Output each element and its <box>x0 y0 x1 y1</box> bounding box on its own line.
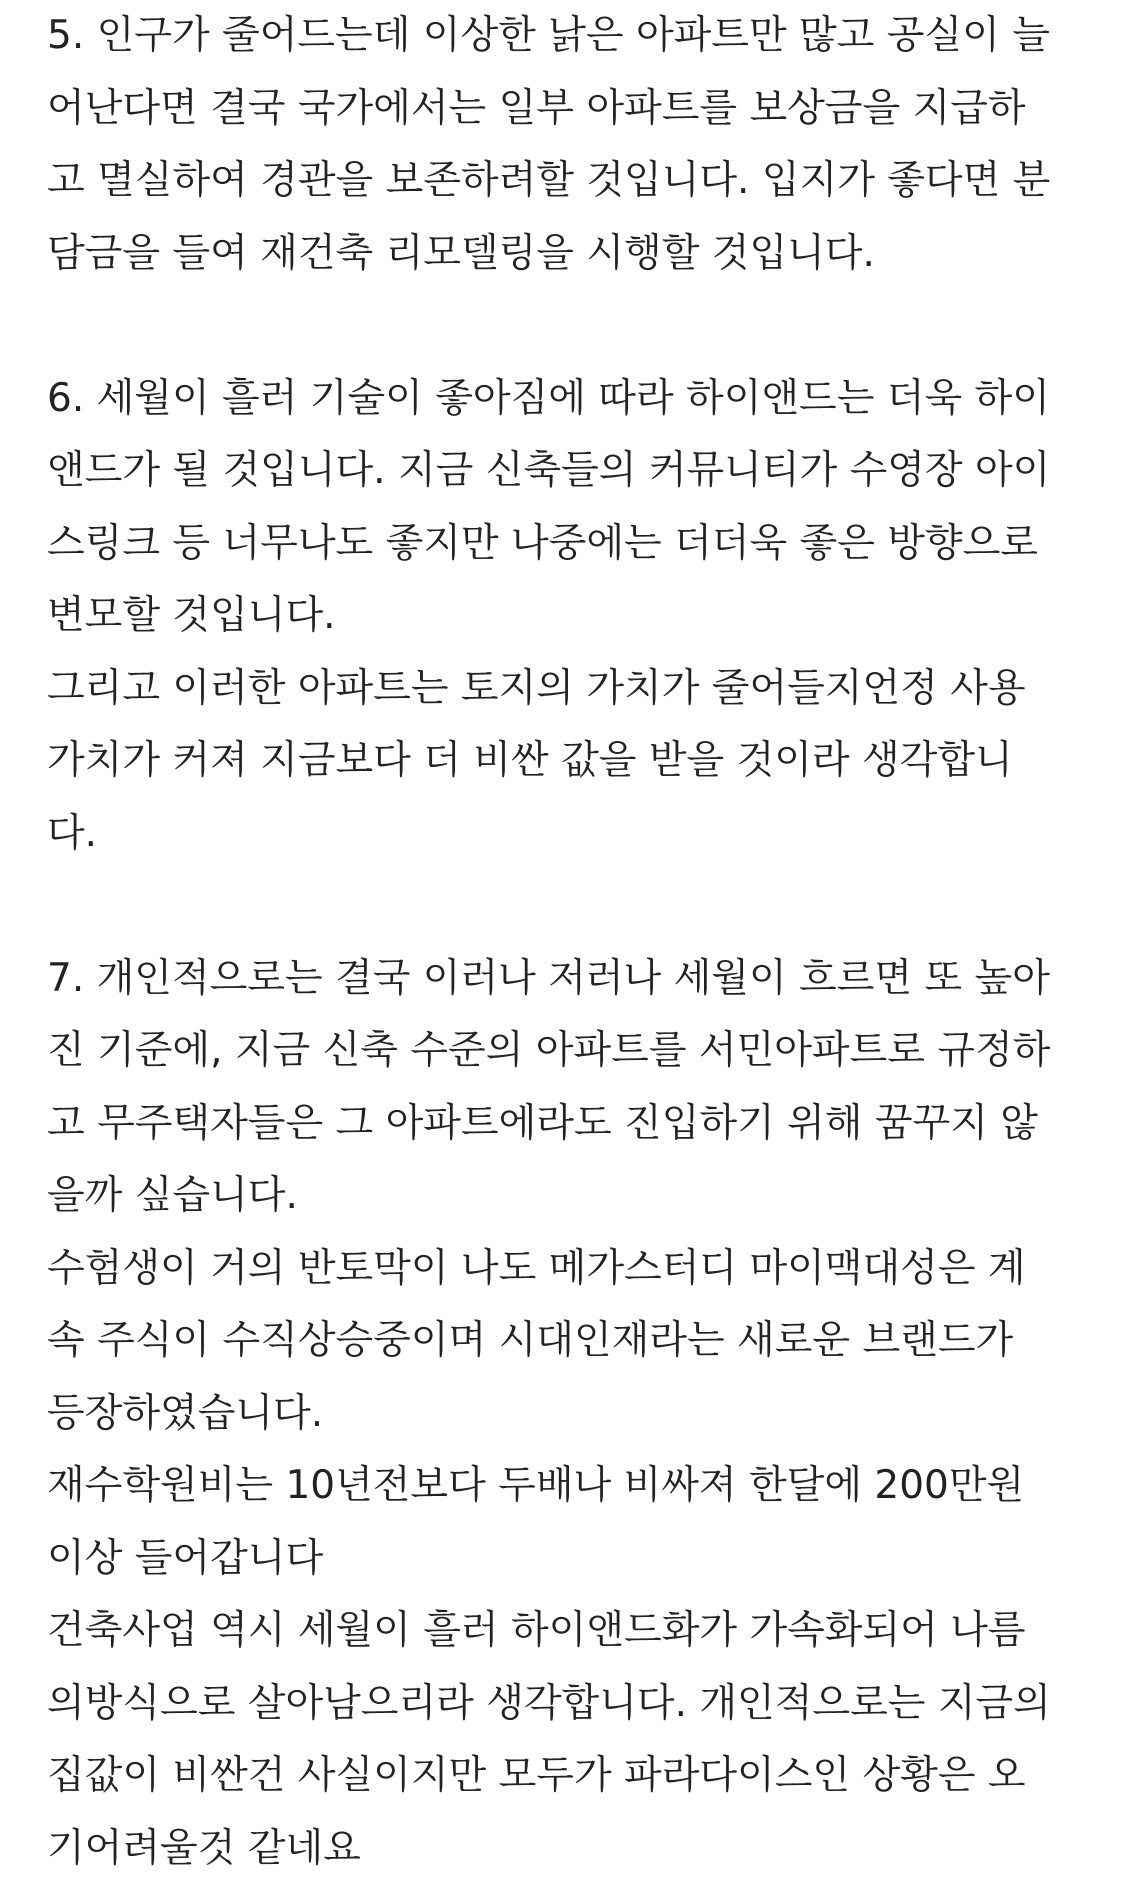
text-line: 그리고 이러한 아파트는 토지의 가치가 줄어들지언정 사용 <box>47 653 1097 726</box>
text-line: 스링크 등 너무나도 좋지만 나중에는 더더욱 좋은 방향으로 <box>47 508 1097 581</box>
text-line: 어난다면 결국 국가에서는 일부 아파트를 보상금을 지급하 <box>47 73 1097 146</box>
paragraph-spacer <box>47 870 1097 943</box>
text-line: 담금을 들여 재건축 리모델링을 시행할 것입니다. <box>47 218 1097 291</box>
paragraph-item-6 <box>47 363 1097 871</box>
text-line: 이상 들어갑니다 <box>47 1523 1097 1596</box>
text-line: 속 주식이 수직상승중이며 시대인재라는 새로운 브랜드가 <box>47 1305 1097 1378</box>
text-line: 5. 인구가 줄어드는데 이상한 낡은 아파트만 많고 공실이 늘 <box>47 0 1097 73</box>
text-line: 진 기준에, 지금 신축 수준의 아파트를 서민아파트로 규정하 <box>47 1015 1097 1088</box>
text-line: 을까 싶습니다. <box>47 1160 1097 1233</box>
paragraph-item-5 <box>47 0 1097 290</box>
text-line: 7. 개인적으로는 결국 이러나 저러나 세월이 흐르면 또 높아 <box>47 943 1097 1016</box>
text-line: 가치가 커져 지금보다 더 비싼 값을 받을 것이라 생각합니 <box>47 725 1097 798</box>
text-line: 건축사업 역시 세월이 흘러 하이앤드화가 가속화되어 나름 <box>47 1595 1097 1668</box>
paragraph-item-7 <box>47 943 1097 1885</box>
text-line: 다. <box>47 798 1097 871</box>
text-line: 6. 세월이 흘러 기술이 좋아짐에 따라 하이앤드는 더욱 하이 <box>47 363 1097 436</box>
text-line: 수험생이 거의 반토막이 나도 메가스터디 마이맥대성은 계 <box>47 1233 1097 1306</box>
text-line: 변모할 것입니다. <box>47 580 1097 653</box>
paragraph-spacer <box>47 290 1097 363</box>
text-line: 고 멸실하여 경관을 보존하려할 것입니다. 입지가 좋다면 분 <box>47 145 1097 218</box>
text-line: 재수학원비는 10년전보다 두배나 비싸져 한달에 200만원 <box>47 1450 1097 1523</box>
text-line: 기어려울것 같네요 <box>47 1813 1097 1885</box>
text-line: 앤드가 될 것입니다. 지금 신축들의 커뮤니티가 수영장 아이 <box>47 435 1097 508</box>
text-line: 집값이 비싼건 사실이지만 모두가 파라다이스인 상황은 오 <box>47 1740 1097 1813</box>
text-line: 고 무주택자들은 그 아파트에라도 진입하기 위해 꿈꾸지 않 <box>47 1088 1097 1161</box>
text-line: 의방식으로 살아남으리라 생각합니다. 개인적으로는 지금의 <box>47 1668 1097 1741</box>
article-body <box>47 0 1097 1885</box>
text-line: 등장하였습니다. <box>47 1378 1097 1451</box>
